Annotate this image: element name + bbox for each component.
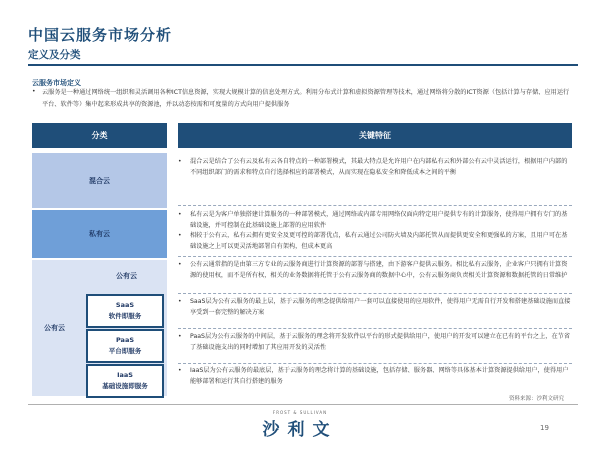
feature-text: IaaS层为公有云服务的最底层，基于云服务的理念将计算的基础设施，包括存储、服务器、网络等具体基本计算资源提供给用户，使得用户能够部署和运行其自行搭建的服务	[190, 367, 569, 385]
definition-bullet: •	[32, 88, 36, 95]
category-hybrid-cloud: 混合云	[32, 153, 167, 208]
feature-text: SaaS层为公有云服务的最上层，基于云服务的理念提供给用户一套可以直接使用的应用软件，使得用户无需自行开发和搭建基础设施而直接享受到一套完整的解决方案	[190, 298, 571, 316]
feature-bullet: •	[178, 367, 182, 374]
logo-subtitle: FROST & SULLIVAN	[272, 410, 328, 415]
category-paas	[86, 329, 164, 363]
feature-hybrid	[178, 157, 572, 178]
footer-divider	[28, 404, 578, 405]
paas-abbrev: PaaS	[115, 336, 135, 344]
feature-bullet: •	[178, 333, 182, 340]
feature-bullet: •	[178, 298, 182, 305]
feature-text: PaaS层为公有云服务的中间层，基于云服务的理念将开发软件以平台的形式提供给用户，使用户的开发可以建立在已有的平台之上，在节省了基础设施支出的同时增加了其应用开发的灵活性	[190, 333, 571, 351]
category-private-cloud: 私有云	[32, 210, 167, 258]
feature-saas	[178, 297, 572, 318]
features-column-header: 关键特征	[178, 123, 572, 148]
category-iaas	[86, 364, 164, 398]
company-logo: 沙利文	[262, 420, 338, 440]
row-divider	[178, 293, 572, 294]
feature-text: 混合云是结合了公有云及私有云各自特点的一种部署模式，其最大特点是允许用户在内部私有云和外部公有云中灵活运行，根据用户内部的不同组织部门的需求和特点自行选择相应的部署模式，从而实现在隐私安全和降低成本之间的平衡	[190, 158, 568, 176]
page-number: 19	[540, 424, 549, 432]
definition-heading: 云服务市场定义	[32, 79, 81, 87]
saas-abbrev: SaaS	[115, 301, 135, 309]
definition-text: 云服务是一种通过网络统一组织和灵活调用各种ICT信息资源，实现大规模计算的信息处理方式。利用分布式计算和虚拟资源管理等技术，通过网络将分散的ICT资源（包括计算与存储、应用运行平台、软件等）集中起来形成共享的资源池，并以动态按需和可度量的方式向用户提供服务	[42, 89, 570, 108]
page-title: 中国云服务市场分析	[28, 26, 173, 44]
category-saas	[86, 294, 164, 328]
row-divider	[178, 328, 572, 329]
feature-paas	[178, 332, 572, 353]
row-divider	[178, 205, 572, 206]
iaas-abbrev: IaaS	[117, 371, 133, 379]
feature-bullet: •	[178, 261, 182, 268]
feature-bullet: •	[178, 232, 182, 239]
feature-iaas	[178, 366, 572, 387]
feature-bullet: •	[178, 211, 182, 218]
feature-private-1	[178, 210, 572, 231]
category-public-cloud-general: 公有云	[86, 260, 167, 292]
category-column-header: 分类	[32, 123, 167, 148]
category-public-cloud: 公有云	[32, 260, 167, 396]
feature-text: 私有云是为客户单独搭建计算服务的一种部署模式，通过网络或内部专用网络仅面向特定用户提供专有的计算服务，使得用户拥有专门的基础设施，并可控制在此基础设施上部署的应用软件	[190, 211, 568, 229]
title-divider	[28, 64, 578, 66]
feature-text: 相较于公有云，私有云拥有更安全及更可控的部署优点，私有云通过公司防火墙及内部托管从而提供更安全和更强私的方案，且用户可在基础设施之上可以更灵活地部署自有架构，但成本更高	[190, 232, 568, 250]
saas-name: 软件即服务	[108, 312, 142, 320]
row-divider	[178, 363, 572, 364]
source-note: 资料来源：沙利文研究	[508, 396, 564, 402]
row-divider	[178, 256, 572, 257]
feature-bullet: •	[178, 158, 182, 165]
iaas-name: 基础设施即服务	[102, 382, 148, 390]
feature-private-2	[178, 231, 572, 252]
feature-text: 公有云通常指的是由第三方专业的云服务商进行计算资源的部署与搭建，由下游客户提供云服务。相比私有云服务，企业客户只拥有计算资源的使用权，而不是所有权，相关的业务数据将托管于公有云服务商的数据中心中，公有云服务商负责相关计算资源和数据托管的日常维护	[190, 261, 568, 279]
paas-name: 平台即服务	[108, 347, 142, 355]
feature-public	[178, 260, 572, 281]
page-subtitle: 定义及分类	[28, 49, 81, 61]
